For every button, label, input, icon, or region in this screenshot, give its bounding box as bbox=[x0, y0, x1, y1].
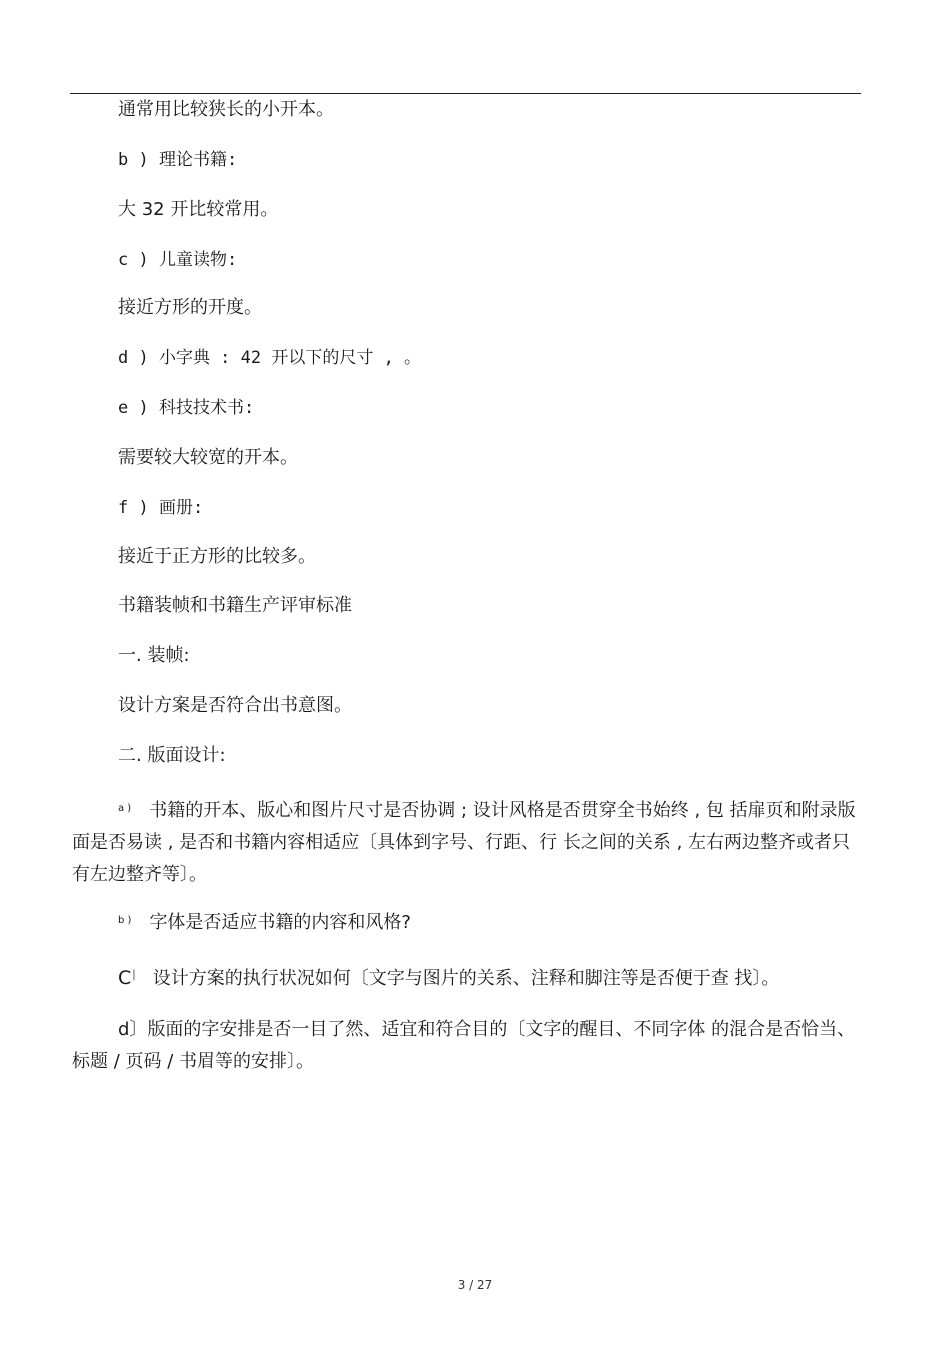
list-marker-tick: │ bbox=[131, 971, 137, 981]
list-marker: b ) bbox=[118, 915, 132, 926]
list-item-a bbox=[72, 793, 856, 891]
text-line: e ) 科技技术书: bbox=[118, 398, 255, 418]
list-item-text: 版面的字安排是否一目了然、适宜和符合目的〔文字的醒目、不同字体 的混合是否恰当、标题 / 页码 / 书眉等的安排〕。 bbox=[72, 1019, 856, 1072]
text-line: 接近于正方形的比较多。 bbox=[118, 546, 316, 567]
text-line: 设计方案是否符合出书意图。 bbox=[118, 695, 352, 716]
page-number: 3 / 27 bbox=[457, 1278, 493, 1292]
text-line: d ) 小字典 : 42 开以下的尺寸 , 。 bbox=[118, 348, 422, 368]
list-item-text: 字体是否适应书籍的内容和风格? bbox=[149, 912, 411, 933]
list-marker: d〕 bbox=[118, 1019, 148, 1040]
text-line: 通常用比较狭长的小开本。 bbox=[118, 99, 334, 120]
list-item-text: 书籍的开本、版心和图片尺寸是否协调 ; 设计风格是否贯穿全书始终 , 包 括扉页和附录版面是否易读 , 是否和书籍内容相适应〔具体到字号、行距、行 长之间的关系 , 左右两边整齐或者只有左边整齐等〕。 bbox=[72, 800, 856, 885]
text-line: f ) 画册: bbox=[118, 498, 204, 518]
section-heading: 一. 装帧: bbox=[118, 645, 190, 666]
text-line: c ) 儿童读物: bbox=[118, 250, 238, 270]
text-line: 需要较大较宽的开本。 bbox=[118, 447, 298, 468]
header-rule bbox=[70, 93, 861, 94]
text-line: 接近方形的开度。 bbox=[118, 297, 262, 318]
list-item-c bbox=[72, 960, 856, 995]
list-marker: C bbox=[118, 967, 132, 989]
section-heading: 二. 版面设计: bbox=[118, 745, 226, 766]
section-heading: 书籍装帧和书籍生产评审标准 bbox=[118, 595, 352, 616]
text-line: 大 32 开比较常用。 bbox=[118, 199, 279, 220]
list-marker: a ) bbox=[118, 803, 132, 814]
list-item-text: 设计方案的执行状况如何〔文字与图片的关系、注释和脚注等是否便于查 找〕。 bbox=[152, 968, 780, 989]
text-line: b ) 理论书籍: bbox=[118, 150, 238, 170]
list-item-d bbox=[72, 1014, 856, 1078]
list-item-b bbox=[72, 905, 856, 939]
